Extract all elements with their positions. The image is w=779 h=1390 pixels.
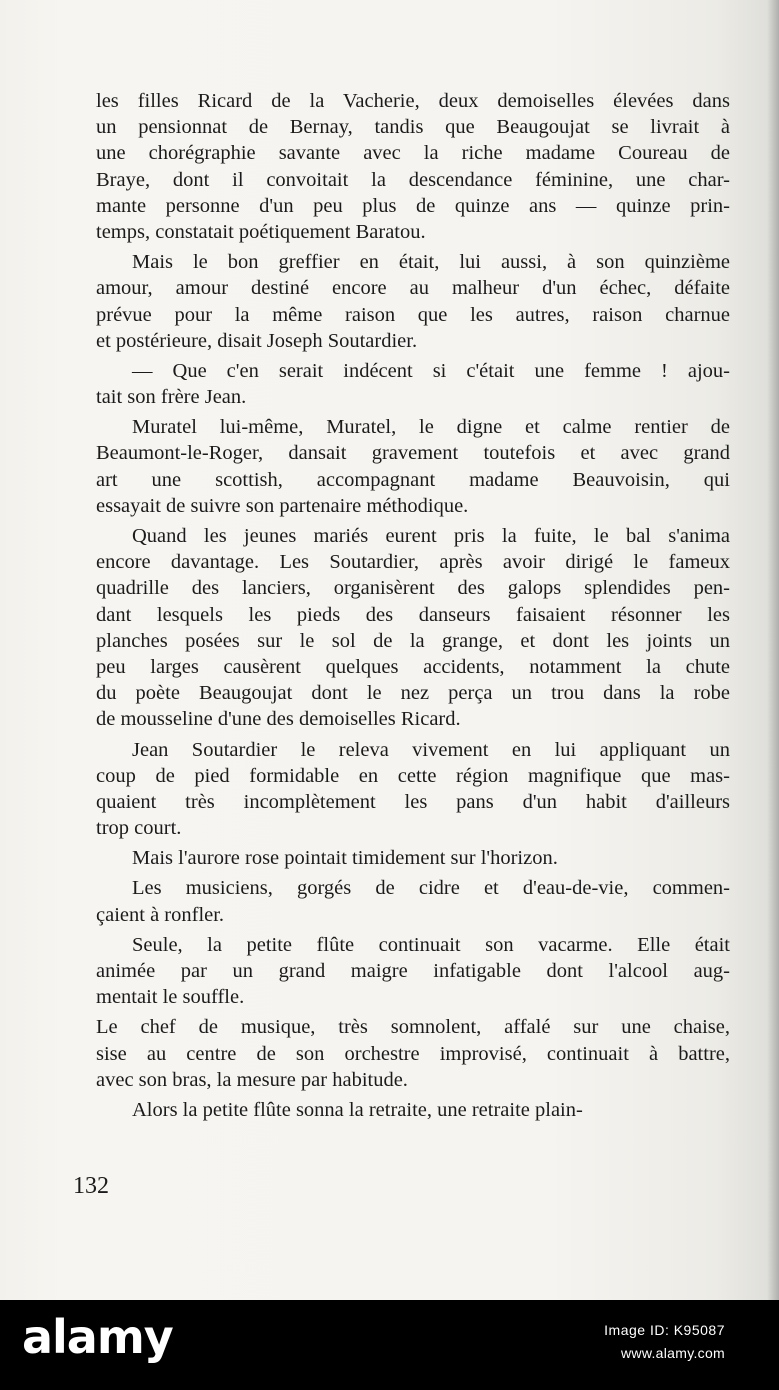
text-line: Jean Soutardier le releva vivement en lui appliquant un bbox=[132, 738, 730, 761]
text-line: temps, constatait poétiquement Baratou. bbox=[96, 220, 426, 243]
image-id: Image ID: K95087 bbox=[604, 1322, 725, 1338]
text-line: mentait le souffle. bbox=[96, 986, 245, 1009]
text-line: Alors la petite flûte sonna la retraite, une retraite plain- bbox=[132, 1098, 583, 1121]
text-line: Les musiciens, gorgés de cidre et d'eau-de-vie, commen- bbox=[132, 877, 730, 900]
paragraph bbox=[96, 1014, 730, 1093]
page-gutter-shadow bbox=[767, 0, 779, 1300]
text-line: et postérieure, disait Joseph Soutardier. bbox=[96, 329, 418, 352]
text-line: mante personne d'un peu plus de quinze ans — quinze prin- bbox=[96, 194, 730, 217]
text-line: animée par un grand maigre infatigable dont l'alcool aug- bbox=[96, 960, 730, 982]
text-line: du poète Beaugoujat dont le nez perça un trou dans la robe bbox=[96, 682, 730, 705]
text-line: trop court. bbox=[96, 817, 182, 840]
text-line: coup de pied formidable en cette région magnifique que mas- bbox=[96, 764, 730, 787]
paragraph bbox=[96, 1097, 730, 1123]
text-line: Mais le bon greffier en était, lui aussi, à son quinzième bbox=[132, 251, 730, 274]
text-line: amour, amour destiné encore au malheur d'un échec, défaite bbox=[96, 277, 730, 300]
text-line: Mais l'aurore rose pointait timidement sur l'horizon. bbox=[132, 847, 558, 870]
text-line: planches posées sur le sol de la grange, et dont les joints un bbox=[96, 629, 730, 652]
text-line: Le chef de musique, très somnolent, affalé sur une chaise, bbox=[96, 1016, 730, 1039]
paragraph bbox=[96, 932, 730, 1011]
text-line: dant lesquels les pieds des danseurs faisaient résonner les bbox=[96, 603, 730, 626]
text-line: Seule, la petite flûte continuait son vacarme. Elle était bbox=[132, 933, 730, 956]
text-line: Beaumont-le-Roger, dansait gravement toutefois et avec grand bbox=[96, 442, 730, 465]
text-line: une chorégraphie savante avec la riche madame Coureau de bbox=[96, 142, 730, 165]
text-line: peu larges causèrent quelques accidents, notamment la chute bbox=[96, 655, 730, 678]
paragraph bbox=[96, 523, 730, 733]
text-line: sise au centre de son orchestre improvisé, continuait à battre, bbox=[96, 1042, 730, 1065]
paragraph bbox=[96, 88, 730, 245]
text-line: les filles Ricard de la Vacherie, deux demoiselles élevées dans bbox=[96, 90, 730, 112]
text-line: quadrille des lanciers, organisèrent des galops splendides pen- bbox=[96, 577, 730, 600]
text-line: tait son frère Jean. bbox=[96, 386, 247, 409]
text-line: quaient très incomplètement les pans d'un habit d'ailleurs bbox=[96, 790, 730, 813]
paragraph bbox=[96, 737, 730, 842]
alamy-logo: alamy bbox=[22, 1310, 173, 1364]
page-number: 132 bbox=[73, 1173, 109, 1199]
paragraph bbox=[96, 414, 730, 519]
text-line: Muratel lui-même, Muratel, le digne et calme rentier de bbox=[132, 416, 730, 439]
text-line: un pensionnat de Bernay, tandis que Beaugoujat se livrait à bbox=[96, 116, 730, 139]
text-line: prévue pour la même raison que les autres, raison charnue bbox=[96, 303, 730, 326]
paragraph bbox=[96, 358, 730, 410]
text-line: Quand les jeunes mariés eurent pris la fuite, le bal s'anima bbox=[132, 525, 730, 547]
text-line: de mousseline d'une des demoiselles Ricard. bbox=[96, 708, 461, 731]
text-line: avec son bras, la mesure par habitude. bbox=[96, 1068, 408, 1091]
text-line: — Que c'en serait indécent si c'était une femme ! ajou- bbox=[132, 359, 730, 382]
page-text bbox=[96, 88, 730, 1123]
paragraph bbox=[96, 845, 730, 871]
site-url: www.alamy.com bbox=[621, 1345, 725, 1361]
text-line: çaient à ronfler. bbox=[96, 903, 225, 926]
text-line: Braye, dont il convoitait la descendance féminine, une char- bbox=[96, 168, 730, 191]
paragraph bbox=[96, 249, 730, 354]
text-line: essayait de suivre son partenaire méthodique. bbox=[96, 494, 469, 517]
text-line: art une scottish, accompagnant madame Beauvoisin, qui bbox=[96, 468, 730, 491]
paragraph bbox=[96, 875, 730, 927]
text-line: encore davantage. Les Soutardier, après avoir dirigé le fameux bbox=[96, 551, 730, 574]
